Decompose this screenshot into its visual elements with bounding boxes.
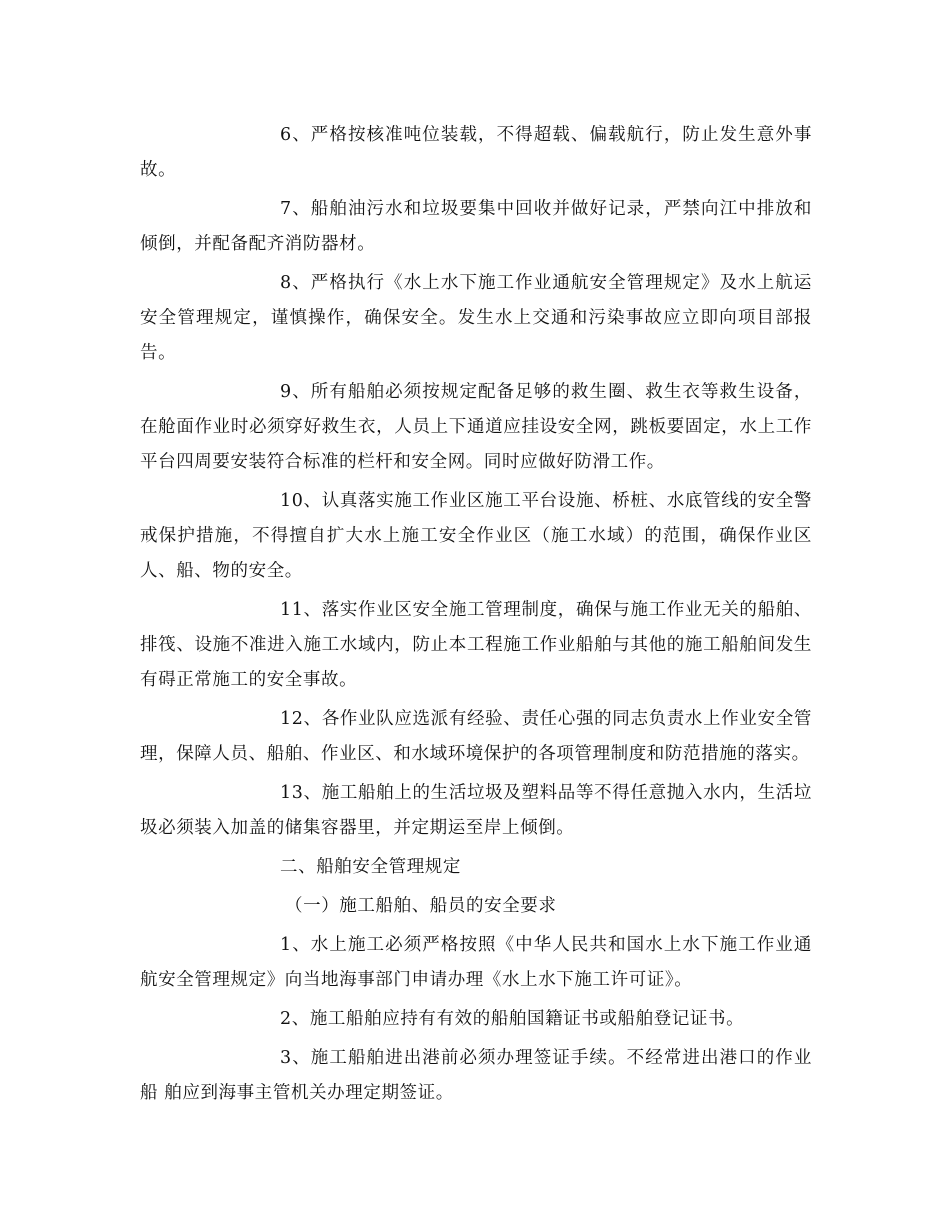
paragraph-item-6: 6、严格按核准吨位装载，不得超载、偏载航行，防止发生意外事故。 [140, 125, 812, 180]
subsection-heading: （一）施工船舶、船员的安全要求 [285, 896, 557, 916]
paragraph-item-12: 12、各作业队应选派有经验、责任心强的同志负责水上作业安全管理，保障人员、船舶、作业区、和水域环境保护的各项管理制度和防范措施的落实。 [140, 709, 812, 764]
section-heading: 二、船舶安全管理规定 [280, 857, 461, 877]
paragraph-item-11: 11、落实作业区安全施工管理制度，确保与施工作业无关的船舶、排筏、设施不准进入施工水域内，防止本工程施工作业船舶与其他的施工船舶间发生有碍正常施工的安全事故。 [140, 600, 812, 690]
section-paragraph-3: 3、施工船舶进出港前必须办理签证手续。不经常进出港口的作业船 舶应到海事主管机关办理定期签证。 [140, 1048, 812, 1103]
section-paragraph-1: 1、水上施工必须严格按照《中华人民共和国水上水下施工作业通航安全管理规定》向当地海事部门申请办理《水上水下施工许可证》。 [140, 935, 812, 990]
paragraph-item-10: 10、认真落实施工作业区施工平台设施、桥桩、水底管线的安全警戒保护措施，不得擅自扩大水上施工安全作业区（施工水域）的范围，确保作业区人、船、物的安全。 [140, 491, 812, 581]
paragraph-item-13: 13、施工船舶上的生活垃圾及塑料品等不得任意抛入水内，生活垃圾必须装入加盖的储集容器里，并定期运至岸上倾倒。 [140, 783, 812, 838]
document-page [140, 118, 812, 1115]
paragraph-item-9: 9、所有船舶必须按规定配备足够的救生圈、救生衣等救生设备，在舱面作业时必须穿好救生衣，人员上下通道应挂设安全网，跳板要固定，水上工作平台四周要安装符合标准的栏杆和安全网。同时应做好防滑工作。 [140, 382, 812, 472]
section-paragraph-2: 2、施工船舶应持有有效的船舶国籍证书或船舶登记证书。 [280, 1009, 745, 1029]
paragraph-item-7: 7、船舶油污水和垃圾要集中回收并做好记录，严禁向江中排放和倾倒，并配备配齐消防器材。 [140, 199, 812, 254]
paragraph-item-8: 8、严格执行《水上水下施工作业通航安全管理规定》及水上航运安全管理规定，谨慎操作，确保安全。发生水上交通和污染事故应立即向项目部报告。 [140, 273, 812, 363]
